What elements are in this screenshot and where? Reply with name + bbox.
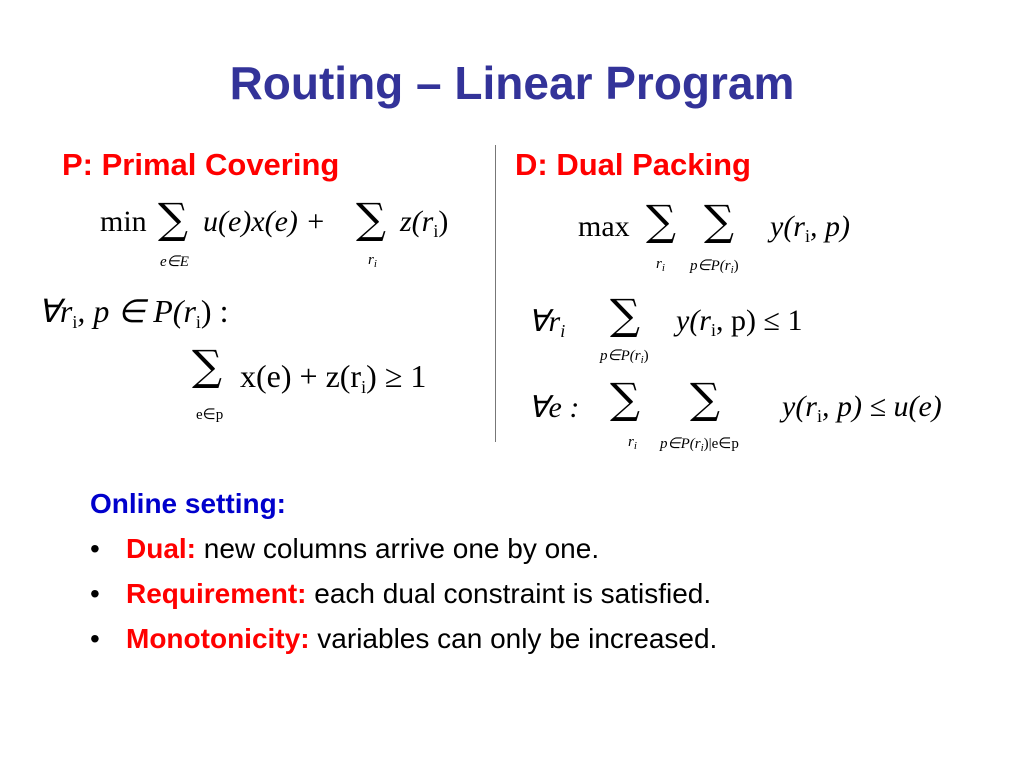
dual-objective-term: $y(r_i$, p) — [770, 210, 850, 246]
primal-constraint-sum: ∑ — [192, 341, 222, 390]
primal-sum-2: ∑ — [356, 194, 386, 243]
online-setting-heading: Online setting: — [90, 488, 286, 519]
primal-sum-1: ∑ — [158, 194, 188, 243]
dual-max: max — [578, 210, 630, 243]
bullet-requirement: • Requirement: each dual constraint is satisfied. — [90, 578, 712, 609]
primal-sum-1-limit: e∈E — [160, 254, 189, 270]
bullet-dual: • Dual: new columns arrive one by one. — [90, 533, 600, 564]
dual-constraint-1-quantifier: $\forall r_i$ — [528, 305, 566, 341]
bullet-monotonicity: • Monotonicity: variables can only be increased. — [90, 623, 718, 654]
primal-constraint: $x(e) + z(r_i) \ge 1$ — [240, 358, 427, 397]
primal-min: min — [100, 205, 147, 238]
dual-constraint-2-sum-1: ∑ — [610, 374, 640, 423]
primal-quantifier: $\forall r_i$, p ∈ $P(r_i)$ : — [38, 293, 229, 332]
dual-constraint-2: $y(r_i$, p) ≤ u(e) — [782, 390, 942, 426]
dual-constraint-2-limit-2: $p\in P(r_i)|e\in p$ — [660, 436, 739, 454]
primal-heading: P: Primal Covering — [62, 147, 340, 182]
primal-constraint-limit: e∈p — [196, 407, 224, 423]
dual-constraint-2-sum-2: ∑ — [690, 374, 720, 423]
primal-objective-term-1: u(e)x(e) + — [203, 205, 326, 238]
dual-heading: D: Dual Packing — [515, 147, 751, 182]
dual-sum-1-limit: $r_i$ — [656, 256, 665, 274]
dual-sum-2: ∑ — [704, 196, 734, 245]
dual-constraint-1: $y(r_i$, p) ≤ 1 — [676, 304, 803, 340]
slide-title: Routing – Linear Program — [229, 57, 795, 109]
primal-sum-2-limit: $r_i$ — [368, 252, 377, 270]
primal-objective-term-2: $z(r_i)$ — [400, 205, 449, 241]
dual-constraint-2-quantifier: ∀e : — [528, 391, 580, 424]
dual-constraint-1-limit: $p\in P(r_i)$ — [600, 348, 649, 366]
column-divider — [495, 145, 496, 442]
dual-constraint-1-sum: ∑ — [610, 290, 640, 339]
dual-constraint-2-limit-1: $r_i$ — [628, 434, 637, 452]
dual-sum-1: ∑ — [646, 196, 676, 245]
dual-sum-2-limit: $p\in P(r_i)$ — [690, 258, 739, 276]
